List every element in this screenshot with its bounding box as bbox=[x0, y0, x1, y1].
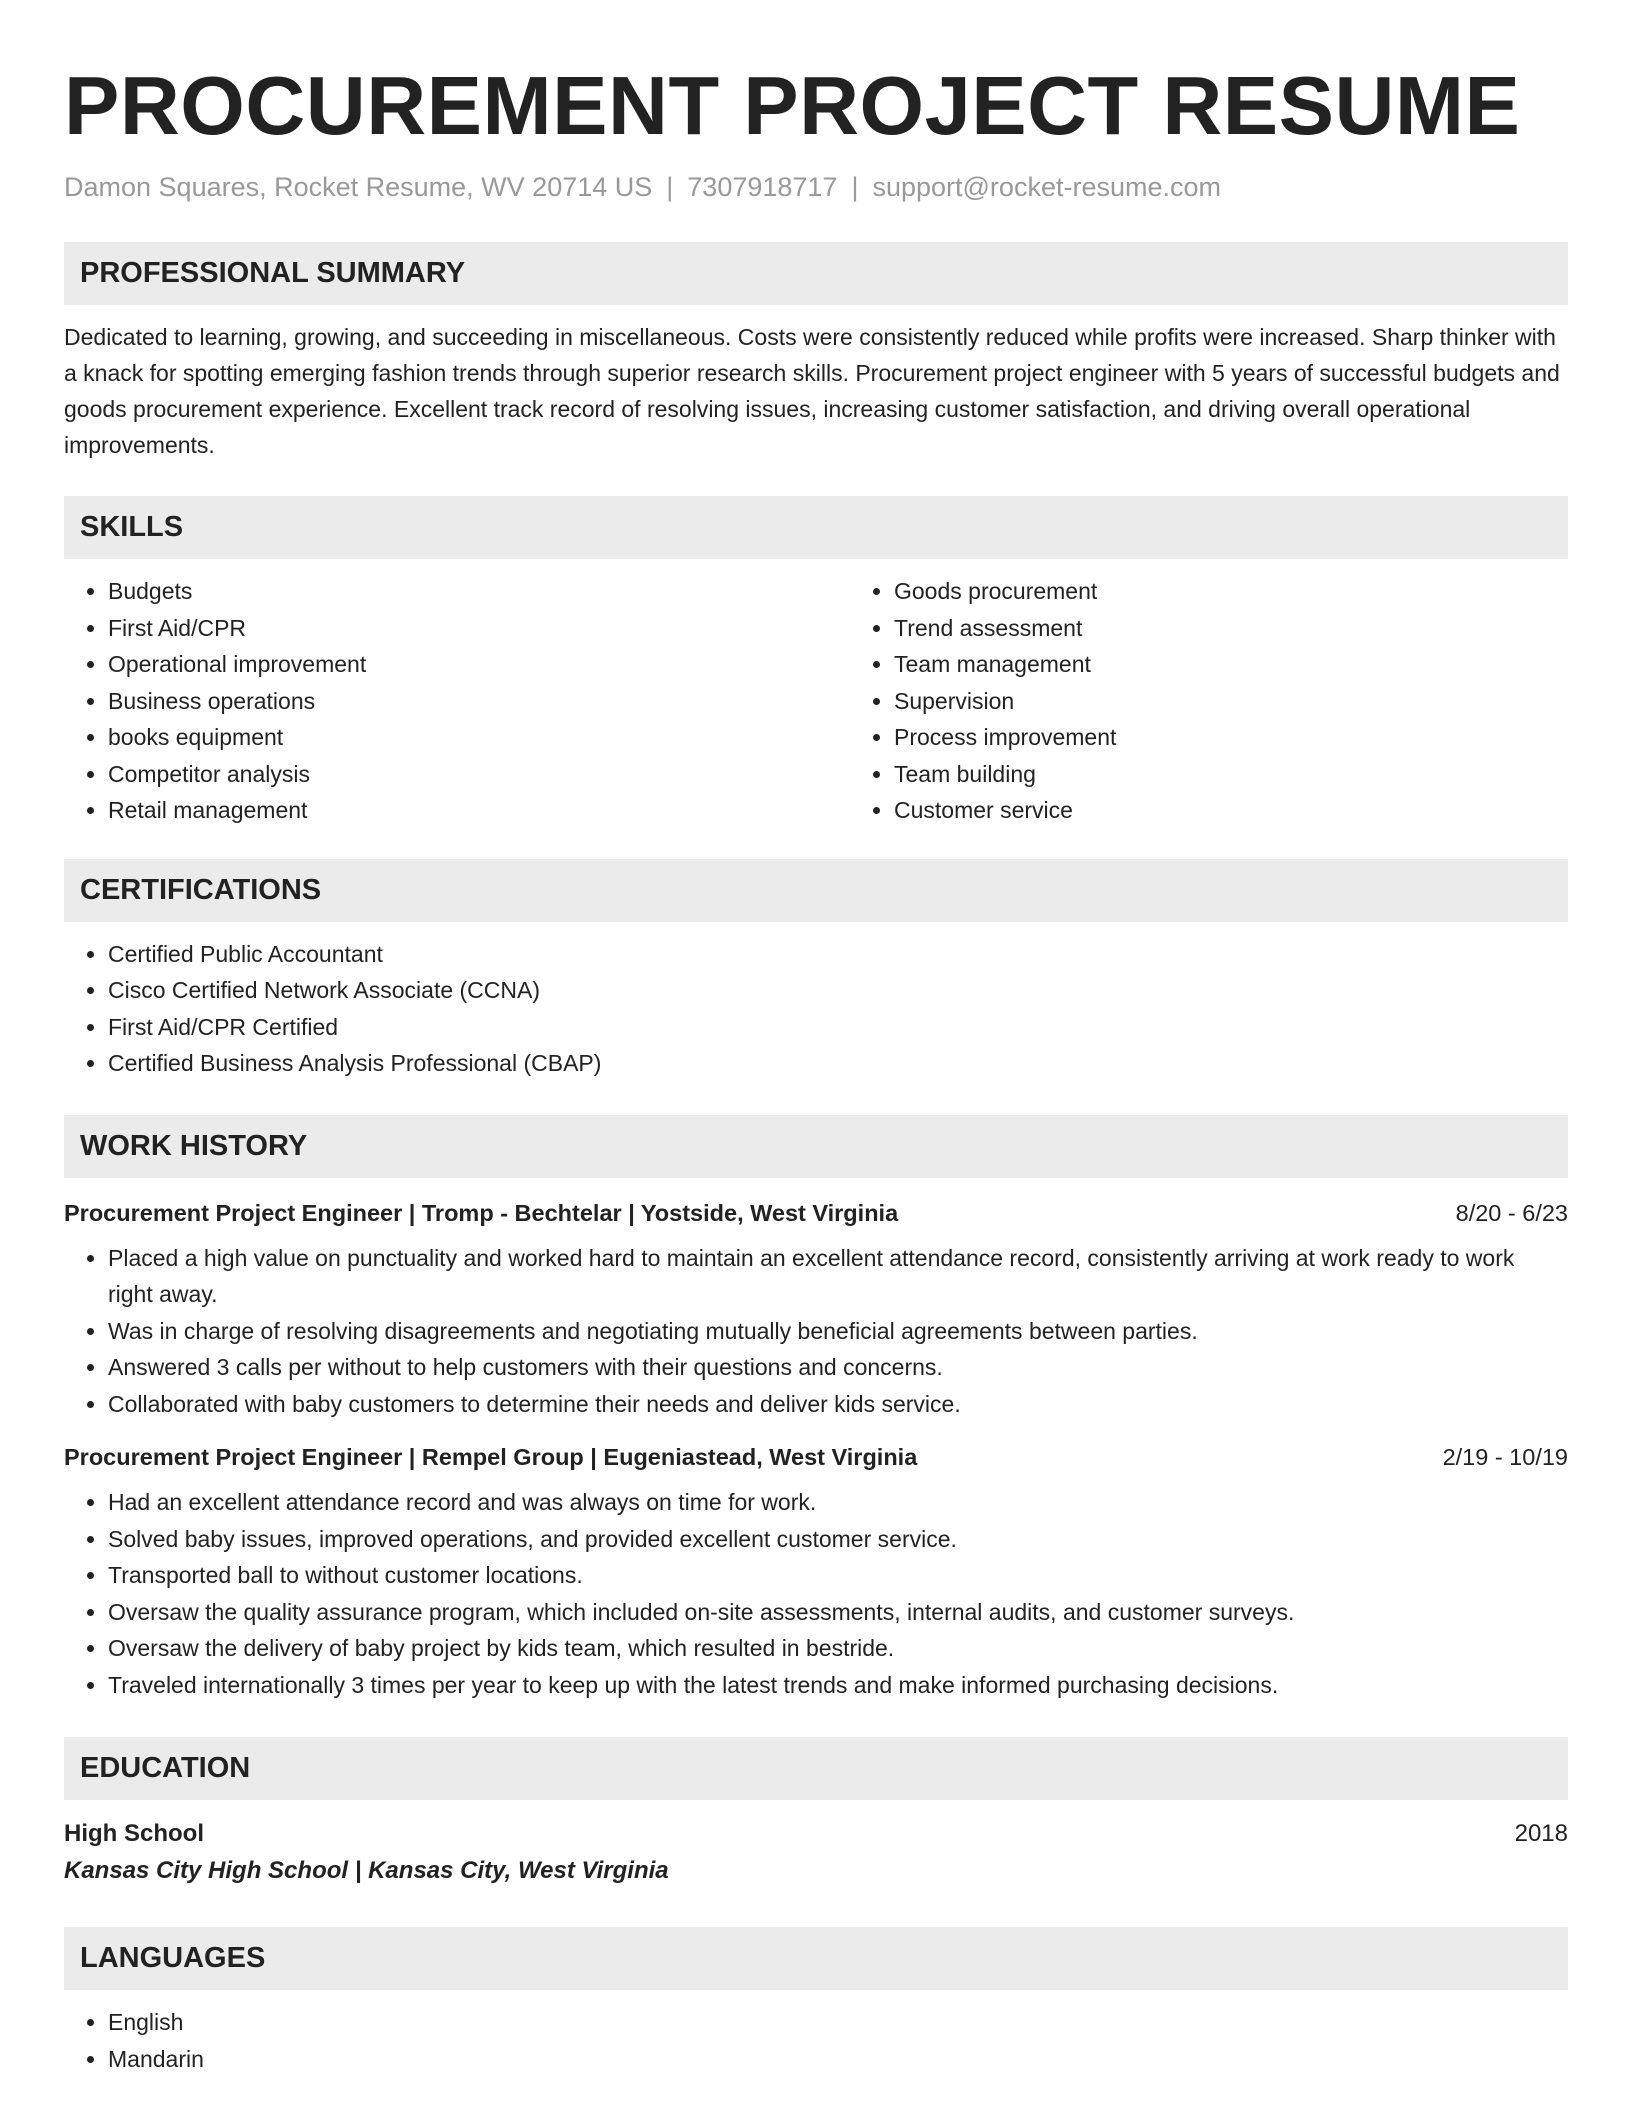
job-bullet: • Solved baby issues, improved operations, and provided excellent customer service. bbox=[108, 1521, 1548, 1558]
work-section-header bbox=[64, 1115, 1568, 1178]
contact-separator: | bbox=[851, 172, 859, 202]
education-section-header bbox=[64, 1737, 1568, 1800]
job-title: Procurement Project Engineer | Rempel Group | Eugeniastead, West Virginia bbox=[64, 1444, 918, 1470]
languages-section-header bbox=[64, 1927, 1568, 1990]
job-bullet: • Answered 3 calls per without to help customers with their questions and concerns. bbox=[108, 1349, 1548, 1386]
certification-item: • First Aid/CPR Certified bbox=[108, 1009, 1568, 1046]
contact-phone: 7307918717 bbox=[687, 172, 838, 202]
job-dates: 8/20 - 6/23 bbox=[1455, 1199, 1568, 1226]
certifications-heading: CERTIFICATIONS bbox=[80, 873, 322, 906]
skills-grid bbox=[64, 559, 1568, 829]
certification-item: • Certified Business Analysis Professional (CBAP) bbox=[108, 1045, 1568, 1082]
contact-address: Damon Squares, Rocket Resume, WV 20714 US bbox=[64, 172, 653, 202]
skill-item: • Operational improvement bbox=[108, 646, 850, 683]
skills-heading: SKILLS bbox=[80, 511, 184, 543]
skills-section-header bbox=[64, 496, 1568, 559]
job-bullet: • Was in charge of resolving disagreements and negotiating mutually beneficial agreements between parties. bbox=[108, 1313, 1548, 1350]
skill-item: • Retail management bbox=[108, 792, 850, 829]
job-bullet: • Oversaw the delivery of baby project by kids team, which resulted in bestride. bbox=[108, 1630, 1548, 1667]
skill-item: • Business operations bbox=[108, 683, 850, 720]
job-bullet: • Traveled internationally 3 times per year to keep up with the latest trends and make informed purchasing decisions. bbox=[108, 1667, 1548, 1704]
education-header bbox=[64, 1816, 1568, 1852]
skill-item: • Team building bbox=[894, 756, 1632, 793]
job-bullet: • Collaborated with baby customers to determine their needs and deliver kids service. bbox=[108, 1386, 1548, 1423]
resume-title: PROCUREMENT PROJECT RESUME bbox=[64, 59, 1521, 152]
job-bullet: • Placed a high value on punctuality and worked hard to maintain an excellent attendance record, consistently arriving at work ready to work right away. bbox=[108, 1240, 1548, 1313]
work-heading: WORK HISTORY bbox=[80, 1129, 308, 1162]
job-entry bbox=[64, 1196, 1568, 1423]
job-header bbox=[64, 1440, 1568, 1474]
languages-list bbox=[64, 2004, 1568, 2077]
contact-email[interactable]: support@rocket-resume.com bbox=[872, 172, 1221, 202]
certifications-list bbox=[64, 936, 1568, 1082]
language-item: • English bbox=[108, 2004, 1568, 2041]
contact-line bbox=[64, 170, 1568, 204]
education-heading: EDUCATION bbox=[80, 1752, 251, 1784]
skill-item: • Customer service bbox=[894, 792, 1632, 829]
skill-item: • Trend assessment bbox=[894, 610, 1632, 647]
contact-separator: | bbox=[666, 172, 674, 202]
job-bullets bbox=[64, 1240, 1568, 1423]
skill-item: • Competitor analysis bbox=[108, 756, 850, 793]
skills-list-left bbox=[64, 573, 850, 829]
skill-item: • First Aid/CPR bbox=[108, 610, 850, 647]
language-item: • Mandarin bbox=[108, 2041, 1568, 2078]
skill-item: • Team management bbox=[894, 646, 1632, 683]
skill-item: • Budgets bbox=[108, 573, 850, 610]
job-title: Procurement Project Engineer | Tromp - Bechtelar | Yostside, West Virginia bbox=[64, 1199, 899, 1226]
job-bullet: • Transported ball to without customer locations. bbox=[108, 1557, 1548, 1594]
job-entry bbox=[64, 1440, 1568, 1703]
certification-item: • Certified Public Accountant bbox=[108, 936, 1568, 973]
education-year: 2018 bbox=[1514, 1820, 1568, 1847]
summary-text: Dedicated to learning, growing, and succeeding in miscellaneous. Costs were consistently reduced while profits were increased. Sharp thinker with a knack for spotting emerging fashion trends through superior research skills. Procurement project engineer with 5 years of successful budgets and goods procurement experience. Excellent track record of resolving issues, increasing customer satisfaction, and driving overall operational improvements. bbox=[64, 324, 1560, 458]
languages-heading: LANGUAGES bbox=[80, 1942, 266, 1974]
summary-heading: PROFESSIONAL SUMMARY bbox=[80, 257, 466, 289]
certifications-section-header bbox=[64, 859, 1568, 922]
certification-item: • Cisco Certified Network Associate (CCNA) bbox=[108, 972, 1568, 1009]
job-bullet: • Had an excellent attendance record and was always on time for work. bbox=[108, 1484, 1548, 1521]
skill-item: • books equipment bbox=[108, 719, 850, 756]
job-bullet: • Oversaw the quality assurance program, which included on-site assessments, internal audits, and customer surveys. bbox=[108, 1594, 1548, 1631]
education-degree: High School bbox=[64, 1820, 204, 1847]
skill-item: • Goods procurement bbox=[894, 573, 1632, 610]
job-header bbox=[64, 1196, 1568, 1230]
summary-section-header bbox=[64, 242, 1568, 305]
skill-item: • Process improvement bbox=[894, 719, 1632, 756]
skills-list-right bbox=[850, 573, 1632, 829]
job-bullets bbox=[64, 1484, 1568, 1703]
skill-item: • Supervision bbox=[894, 683, 1632, 720]
education-school: Kansas City High School | Kansas City, West Virginia bbox=[64, 1857, 669, 1884]
job-dates: 2/19 - 10/19 bbox=[1442, 1444, 1568, 1470]
